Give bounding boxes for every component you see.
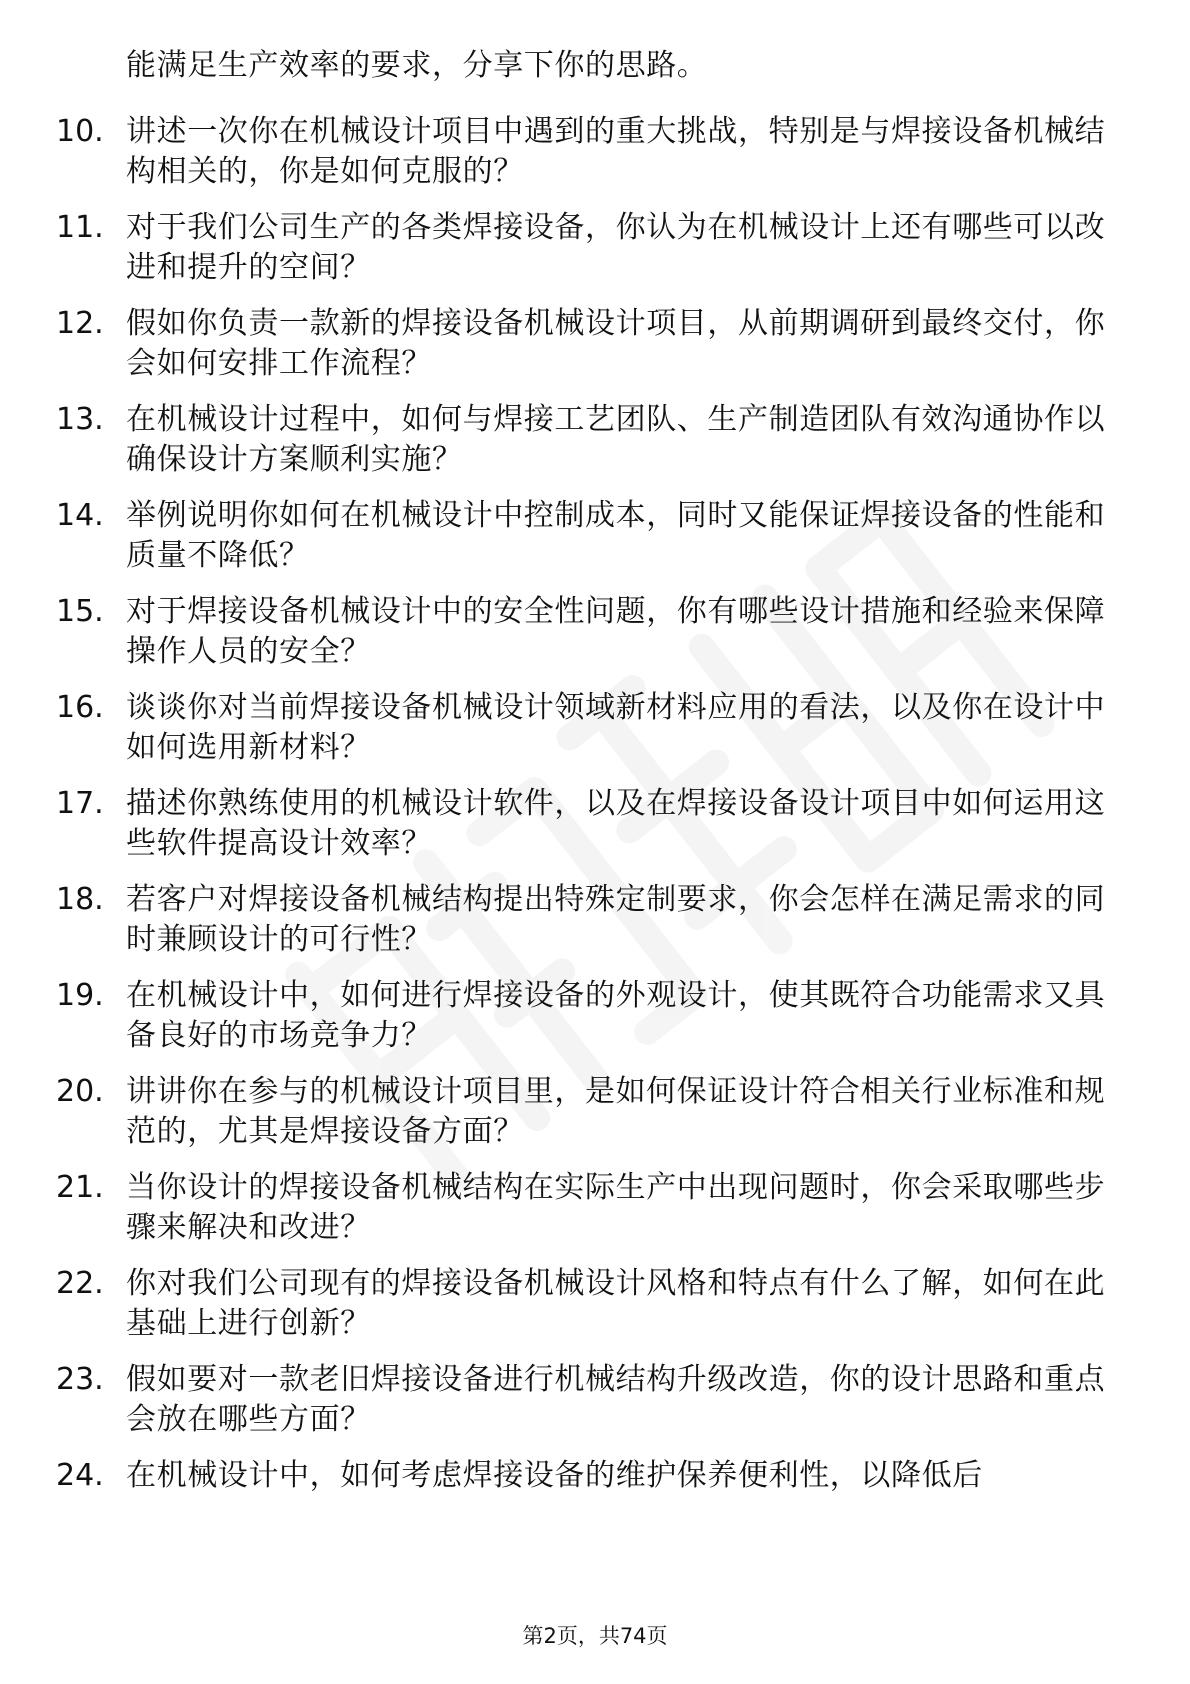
question-text: 谈谈你对当前焊接设备机械设计领域新材料应用的看法，以及你在设计中如何选用新材料？ — [126, 690, 1106, 765]
question-text: 你对我们公司现有的焊接设备机械设计风格和特点有什么了解，如何在此基础上进行创新？ — [126, 1266, 1106, 1341]
question-text: 描述你熟练使用的机械设计软件，以及在焊接设备设计项目中如何运用这些软件提高设计效率？ — [126, 786, 1106, 861]
question-number: 10. — [56, 114, 104, 149]
question-text: 当你设计的焊接设备机械结构在实际生产中出现问题时，你会采取哪些步骤来解决和改进？ — [126, 1170, 1106, 1245]
question-text: 假如要对一款老旧焊接设备进行机械结构升级改造，你的设计思路和重点会放在哪些方面？ — [126, 1362, 1106, 1437]
question-number: 13. — [56, 402, 104, 437]
page-footer: 第2页，共74页 — [522, 1624, 668, 1648]
question-number: 12. — [56, 306, 104, 341]
question-number: 23. — [56, 1362, 104, 1397]
question-number: 21. — [56, 1170, 104, 1205]
question-number: 11. — [56, 210, 104, 245]
question-number: 20. — [56, 1074, 104, 1109]
question-number: 14. — [56, 498, 104, 533]
question-number: 22. — [56, 1266, 104, 1301]
question-text: 若客户对焊接设备机械结构提出特殊定制要求，你会怎样在满足需求的同时兼顾设计的可行性？ — [126, 882, 1106, 957]
question-number: 15. — [56, 594, 104, 629]
question-text: 假如你负责一款新的焊接设备机械设计项目，从前期调研到最终交付，你会如何安排工作流程？ — [126, 306, 1106, 381]
question-text: 讲述一次你在机械设计项目中遇到的重大挑战，特别是与焊接设备机械结构相关的，你是如何克服的？ — [126, 114, 1106, 189]
question-number: 16. — [56, 690, 104, 725]
question-number: 19. — [56, 978, 104, 1013]
question-text: 在机械设计过程中，如何与焊接工艺团队、生产制造团队有效沟通协作以确保设计方案顺利实施？ — [126, 402, 1106, 477]
question-text: 在机械设计中，如何考虑焊接设备的维护保养便利性，以降低后 — [126, 1458, 983, 1493]
question-text: 对于我们公司生产的各类焊接设备，你认为在机械设计上还有哪些可以改进和提升的空间？ — [126, 210, 1106, 285]
question-number: 18. — [56, 882, 104, 917]
question-number: 17. — [56, 786, 104, 821]
question-text: 举例说明你如何在机械设计中控制成本，同时又能保证焊接设备的性能和质量不降低？ — [126, 498, 1106, 573]
question-text: 对于焊接设备机械设计中的安全性问题，你有哪些设计措施和经验来保障操作人员的安全？ — [126, 594, 1106, 669]
question-number: 24. — [56, 1458, 104, 1493]
question-text: 在机械设计中，如何进行焊接设备的外观设计，使其既符合功能需求又具备良好的市场竞争力？ — [126, 978, 1106, 1053]
question-text: 讲讲你在参与的机械设计项目里，是如何保证设计符合相关行业标准和规范的，尤其是焊接设备方面？ — [126, 1074, 1106, 1149]
continuation-text: 能满足生产效率的要求，分享下你的思路。 — [126, 48, 708, 83]
